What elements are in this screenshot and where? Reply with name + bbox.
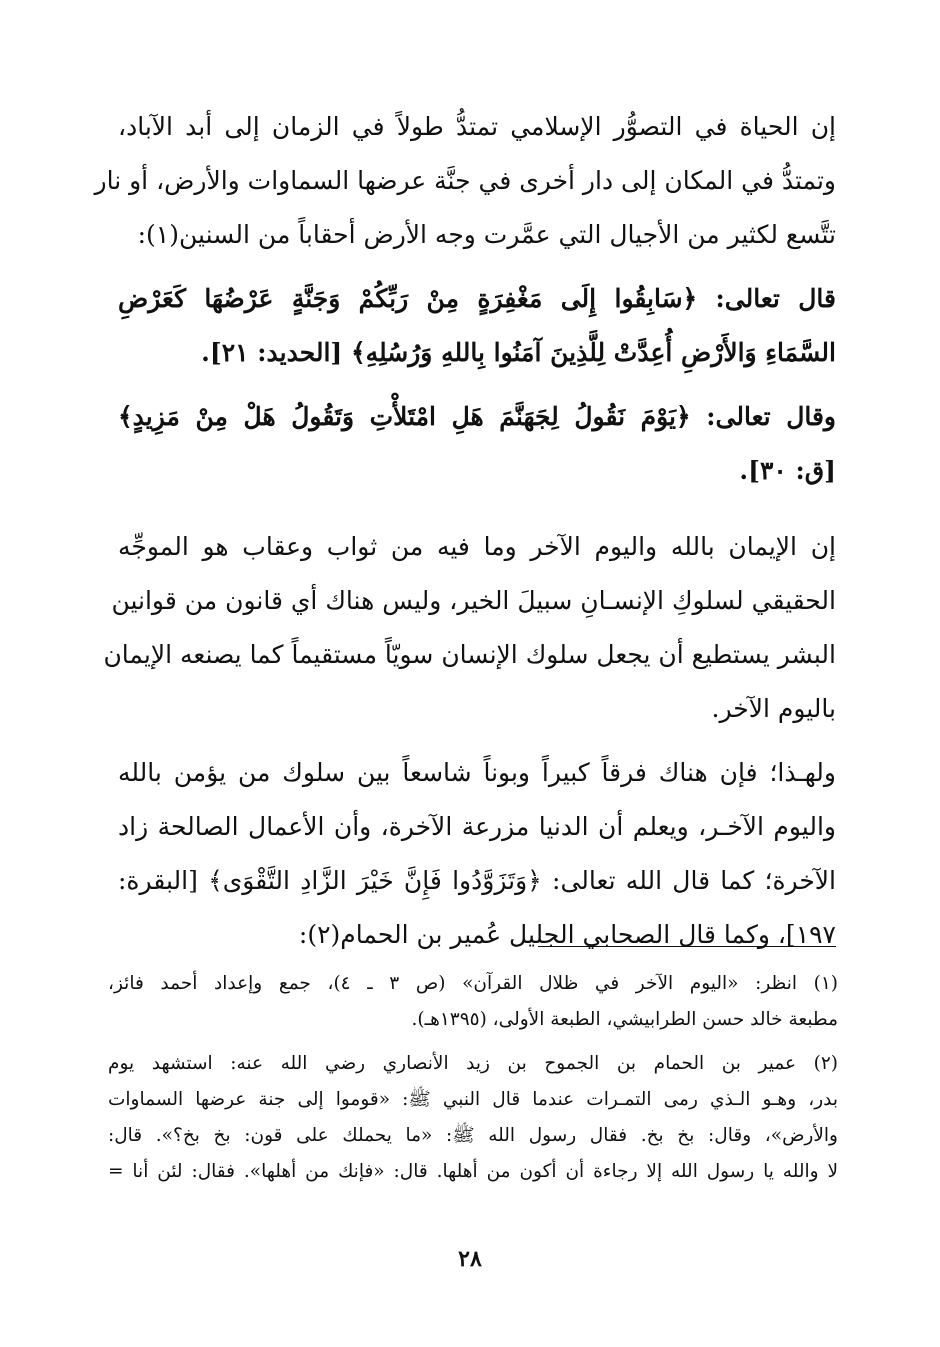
text-line: وقال تعالى: ﴿يَوْمَ نَقُولُ لِجَهَنَّمَ هَلِ امْتَلأْتِ وَتَقُولُ هَلْ مِنْ مَزِيدٍ﴾	[118, 402, 836, 431]
footnote-line: مطبعة خالد حسن الطرابيشي، الطبعة الأولى، (١٣٩٥هـ).	[411, 1009, 838, 1030]
text-line: ١٩٧]، وكما قال الصحابي الجليل عُمير بن الحمام(٢):	[298, 920, 836, 949]
quran-quote-hadid	[118, 272, 836, 380]
footnote-line: والأرض»، وقال: بخ بخ. فقال رسول الله ﷺ: «ما يحملك على قون: بخ بخ؟». قال:	[108, 1125, 838, 1146]
footnote-line: بدر، وهـو الـذي رمى التمـرات عندما قال النبي ﷺ: «قوموا إلى جنة عرضها السماوات	[108, 1089, 838, 1110]
paragraph-difference	[118, 746, 836, 962]
paragraph-faith-guidance	[103, 520, 836, 736]
main-text	[94, 100, 836, 962]
footnotes	[108, 966, 838, 1190]
text-line: واليوم الآخـر، ويعلم أن الدنيا مزرعة الآخرة، وأن الأعمال الصالحة زاد	[118, 812, 836, 841]
text-line: باليوم الآخر.	[711, 694, 836, 723]
text-line: إن الحياة في التصوُّر الإسلامي تمتدُّ طولاً في الزمان إلى أبد الآباد،	[118, 112, 836, 141]
paragraph-life-concept	[94, 100, 836, 262]
text-line: السَّمَاءِ وَالأَرْضِ أُعِدَّتْ لِلَّذِينَ آمَنُوا بِاللهِ وَرُسُلِهِ﴾ [الحديد: ٢١].	[201, 338, 836, 367]
quran-quote-qaf	[118, 390, 836, 498]
footnote-1	[108, 966, 838, 1038]
footnote-separator	[538, 946, 836, 947]
text-line: إن الإيمان بالله واليوم الآخر وما فيه من ثواب وعقاب هو الموجِّه	[118, 532, 836, 561]
footnote-line: لا والله يا رسول الله إلا رجاءة أن أكون من أهلها. قال: «فإنك من أهلها». فقال: لئن أنا =	[108, 1161, 838, 1182]
text-line: قال تعالى: ﴿سَابِقُوا إِلَى مَغْفِرَةٍ مِنْ رَبِّكُمْ وَجَنَّةٍ عَرْضُهَا كَعَرْضِ	[118, 284, 836, 313]
footnote-line: (٢) عمير بن الحمام بن الجموح بن زيد الأنصاري رضي الله عنه: استشهد يوم	[108, 1053, 838, 1074]
page-number: ٢٨	[458, 1246, 482, 1272]
text-line: الآخرة؛ كما قال الله تعالى: ﴿وَتَزَوَّدُوا فَإِنَّ خَيْرَ الزَّادِ التَّقْوَى﴾ [البقرة:	[118, 866, 836, 895]
text-line: الحقيقي لسلوكِ الإنسـانِ سبيلَ الخير، وليس هناك أي قانون من قوانين	[111, 586, 836, 615]
text-line: تتَّسع لكثير من الأجيال التي عمَّرت وجه الأرض أحقاباً من السنين(١):	[137, 220, 836, 249]
text-line: [ق: ٣٠].	[739, 456, 836, 485]
footnote-2	[108, 1046, 838, 1190]
text-line: وتمتدُّ في المكان إلى دار أخرى في جنَّة عرضها السماوات والأرض، أو نار	[94, 166, 836, 195]
footnote-line: (١) انظر: «اليوم الآخر في ظلال القرآن» (ص ٣ ـ ٤)، جمع وإعداد أحمد فائز،	[108, 973, 838, 994]
text-line: البشر يستطيع أن يجعل سلوك الإنسان سويّاً مستقيماً كما يصنعه الإيمان	[103, 640, 836, 669]
text-line: ولهـذا؛ فإن هناك فرقاً كبيراً وبوناً شاسعاً بين سلوك من يؤمن بالله	[118, 758, 836, 787]
